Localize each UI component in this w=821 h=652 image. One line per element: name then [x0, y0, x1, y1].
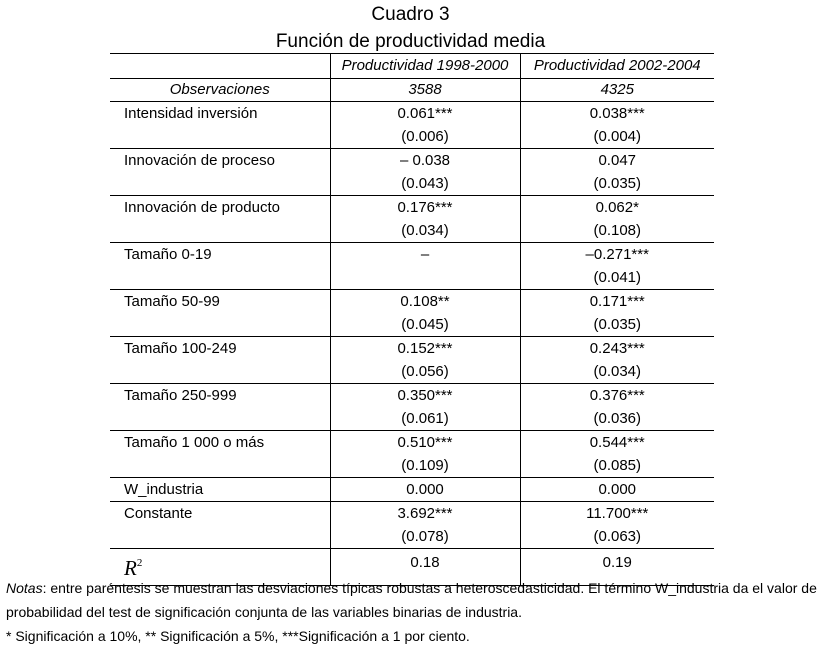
row-label: Tamaño 1 000 o más — [110, 431, 330, 455]
notes-line: probabilidad del test de significación conjunta de las variables binarias de industria. — [6, 604, 522, 620]
std-error-row — [110, 407, 714, 431]
table-row — [110, 102, 714, 126]
r2-label: $R^2$ — [110, 549, 330, 586]
coefficient-cell: 0.243*** — [520, 337, 714, 361]
std-error-cell: (0.034) — [593, 363, 642, 380]
std-error-cell: (0.078) — [330, 525, 520, 549]
std-error-cell: (0.035) — [593, 316, 642, 333]
row-label-empty — [110, 525, 330, 549]
regression-table — [110, 53, 714, 586]
table-notes — [6, 576, 821, 648]
row-label-empty — [110, 313, 330, 337]
row-label: Innovación de proceso — [110, 149, 330, 173]
row-label-empty — [110, 454, 330, 478]
row-label-empty — [110, 407, 330, 431]
std-error-cell: (0.063) — [593, 528, 642, 545]
row-label-empty — [110, 266, 330, 290]
std-error-row — [110, 172, 714, 196]
row-label-empty — [110, 219, 330, 243]
std-error-cell: (0.056) — [330, 360, 520, 384]
observations-row — [110, 79, 714, 102]
notes-line: * Significación a 10%, ** Significación a 5%, ***Significación a 1 por ciento. — [6, 628, 470, 644]
std-error-cell: (0.006) — [330, 125, 520, 149]
std-error-cell: (0.045) — [330, 313, 520, 337]
table-row — [110, 149, 714, 173]
coefficient-cell: 0.000 — [330, 478, 520, 502]
std-error-cell: (0.034) — [330, 219, 520, 243]
row-label: Intensidad inversión — [110, 102, 330, 126]
std-error-cell: (0.061) — [330, 407, 520, 431]
std-error-row — [110, 266, 714, 290]
table-number: Cuadro 3 — [371, 4, 450, 25]
coefficient-cell: 0.000 — [520, 478, 714, 502]
coefficient-cell: – 0.038 — [330, 149, 520, 173]
table-row — [110, 243, 714, 267]
row-label: Tamaño 100-249 — [110, 337, 330, 361]
coefficient-cell: 3.692*** — [330, 502, 520, 526]
coefficient-cell: 0.061*** — [330, 102, 520, 126]
coefficient-cell: 0.510*** — [330, 431, 520, 455]
observations-label: Observaciones — [110, 79, 330, 102]
table-row — [110, 431, 714, 455]
table-row — [110, 196, 714, 220]
table-row — [110, 290, 714, 314]
r2-value: 0.19 — [520, 549, 714, 586]
observations-value: 4325 — [520, 79, 714, 102]
header-empty-cell — [110, 54, 330, 79]
std-error-cell: (0.004) — [593, 128, 642, 145]
column-header: Productividad 1998-2000 — [330, 54, 520, 79]
row-label-empty — [110, 360, 330, 384]
coefficient-cell: 0.047 — [520, 149, 714, 173]
table-row — [110, 478, 714, 502]
coefficient-cell: – — [330, 243, 520, 267]
std-error-row — [110, 219, 714, 243]
coefficient-cell: 0.171*** — [520, 290, 714, 314]
std-error-cell: (0.085) — [593, 457, 642, 474]
std-error-cell: (0.041) — [593, 269, 642, 286]
std-error-cell — [330, 266, 520, 290]
coefficient-cell: 0.152*** — [330, 337, 520, 361]
observations-value: 3588 — [330, 79, 520, 102]
std-error-row — [110, 454, 714, 478]
row-label: Tamaño 50-99 — [110, 290, 330, 314]
notes-label: Notas — [6, 580, 43, 596]
coefficient-cell: 11.700*** — [520, 502, 714, 526]
std-error-cell: (0.108) — [593, 222, 642, 239]
coefficient-cell: 0.350*** — [330, 384, 520, 408]
row-label: Innovación de producto — [110, 196, 330, 220]
r2-value: 0.18 — [330, 549, 520, 586]
coefficient-cell: 0.176*** — [330, 196, 520, 220]
std-error-row — [110, 313, 714, 337]
coefficient-cell: –0.271*** — [520, 243, 714, 267]
table-row — [110, 337, 714, 361]
coefficient-cell: 0.544*** — [520, 431, 714, 455]
table-row — [110, 502, 714, 526]
row-label-empty — [110, 172, 330, 196]
std-error-row — [110, 525, 714, 549]
row-label: W_industria — [110, 478, 330, 502]
table-title: Función de productividad media — [275, 31, 546, 52]
table-row — [110, 384, 714, 408]
coefficient-cell: 0.376*** — [520, 384, 714, 408]
std-error-cell: (0.043) — [330, 172, 520, 196]
column-header-row — [110, 54, 714, 79]
std-error-cell: (0.109) — [330, 454, 520, 478]
std-error-cell: (0.035) — [593, 175, 642, 192]
row-label: Tamaño 250-999 — [110, 384, 330, 408]
coefficient-cell: 0.038*** — [520, 102, 714, 126]
coefficient-cell: 0.108** — [330, 290, 520, 314]
std-error-cell: (0.036) — [593, 410, 642, 427]
row-label: Tamaño 0-19 — [110, 243, 330, 267]
column-header: Productividad 2002-2004 — [520, 54, 714, 79]
notes-line: Notas: entre paréntesis se muestran las desviaciones típicas robustas a heteroscedasticidad. El término W_industria da el valor de — [6, 580, 817, 596]
row-label-empty — [110, 125, 330, 149]
row-label: Constante — [110, 502, 330, 526]
std-error-row — [110, 360, 714, 384]
coefficient-cell: 0.062* — [520, 196, 714, 220]
std-error-row — [110, 125, 714, 149]
